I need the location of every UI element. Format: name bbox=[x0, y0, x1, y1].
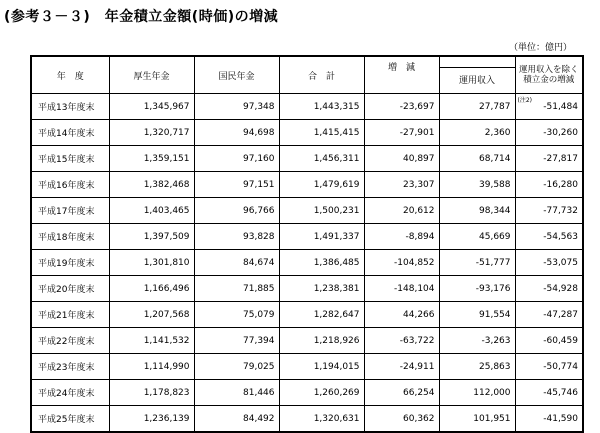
cell-year-value: 平成24年度末 bbox=[38, 389, 95, 399]
cell-change-value: -24,911 bbox=[399, 361, 435, 372]
cell-excl bbox=[515, 146, 583, 172]
cell-unyo-value: 2,360 bbox=[484, 127, 511, 138]
cell-year-value: 平成20年度末 bbox=[38, 285, 95, 295]
cell-unyo-value: 112,000 bbox=[473, 387, 511, 398]
cell-kokumin-value: 75,079 bbox=[243, 309, 275, 320]
cell-kokumin-value: 77,394 bbox=[243, 335, 275, 346]
cell-change-value: -27,901 bbox=[399, 127, 435, 138]
cell-kokumin-value: 84,492 bbox=[243, 413, 275, 424]
table-row bbox=[31, 198, 583, 224]
cell-total-value: 1,415,415 bbox=[313, 127, 360, 138]
cell-total bbox=[279, 354, 364, 380]
cell-excl-value: -45,746 bbox=[543, 387, 578, 398]
cell-unyo bbox=[439, 406, 515, 433]
cell-excl-value: -54,928 bbox=[543, 283, 578, 294]
cell-kosei-value: 1,166,496 bbox=[143, 283, 190, 294]
cell-change bbox=[364, 276, 439, 302]
reserve-fund-table bbox=[30, 55, 584, 433]
cell-year bbox=[31, 198, 109, 224]
cell-unyo bbox=[439, 380, 515, 406]
cell-kokumin bbox=[194, 224, 279, 250]
cell-total bbox=[279, 328, 364, 354]
header-excl: 運用収入を除く積立金の増減 bbox=[518, 65, 579, 85]
cell-kosei-value: 1,359,151 bbox=[143, 153, 190, 164]
cell-unyo bbox=[439, 354, 515, 380]
cell-unyo-value: -3,263 bbox=[481, 335, 511, 346]
cell-total bbox=[279, 172, 364, 198]
cell-kokumin bbox=[194, 172, 279, 198]
cell-kokumin bbox=[194, 328, 279, 354]
cell-kosei bbox=[109, 276, 194, 302]
cell-kosei bbox=[109, 406, 194, 433]
cell-year-value: 平成16年度末 bbox=[38, 181, 95, 191]
cell-year bbox=[31, 94, 109, 120]
cell-year-value: 平成15年度末 bbox=[38, 155, 95, 165]
cell-change-value: -23,697 bbox=[399, 101, 435, 112]
header-unyo-cell bbox=[439, 56, 515, 94]
cell-year bbox=[31, 354, 109, 380]
cell-change-value: 66,254 bbox=[403, 387, 435, 398]
cell-change bbox=[364, 198, 439, 224]
cell-unyo-value: 39,588 bbox=[479, 179, 511, 190]
cell-total bbox=[279, 198, 364, 224]
cell-change-value: 23,307 bbox=[403, 179, 435, 190]
cell-kokumin-value: 84,674 bbox=[243, 257, 275, 268]
cell-total-value: 1,194,015 bbox=[313, 361, 360, 372]
cell-year-value: 平成25年度末 bbox=[38, 415, 95, 425]
table-row bbox=[31, 328, 583, 354]
cell-change bbox=[364, 250, 439, 276]
table-row bbox=[31, 302, 583, 328]
cell-unyo bbox=[439, 172, 515, 198]
cell-change-value: 40,897 bbox=[403, 153, 435, 164]
cell-change bbox=[364, 354, 439, 380]
cell-excl-value: -16,280 bbox=[543, 179, 578, 190]
cell-kosei bbox=[109, 120, 194, 146]
cell-kosei-value: 1,345,967 bbox=[143, 101, 190, 112]
cell-excl-value: -30,260 bbox=[543, 127, 578, 138]
cell-excl bbox=[515, 302, 583, 328]
cell-change bbox=[364, 94, 439, 120]
cell-excl bbox=[515, 198, 583, 224]
cell-year bbox=[31, 224, 109, 250]
cell-total-value: 1,238,381 bbox=[313, 283, 360, 294]
table-row bbox=[31, 276, 583, 302]
cell-excl-value: -50,774 bbox=[543, 361, 578, 372]
cell-kosei-value: 1,141,532 bbox=[143, 335, 190, 346]
cell-excl bbox=[515, 250, 583, 276]
cell-excl-value: -54,563 bbox=[543, 231, 578, 242]
cell-year bbox=[31, 328, 109, 354]
cell-year bbox=[31, 146, 109, 172]
cell-kokumin-value: 93,828 bbox=[243, 231, 275, 242]
cell-kosei bbox=[109, 354, 194, 380]
cell-excl bbox=[515, 354, 583, 380]
cell-change bbox=[364, 406, 439, 433]
cell-kosei-value: 1,236,139 bbox=[143, 413, 190, 424]
cell-excl-value: -27,817 bbox=[543, 153, 578, 164]
page-title: (参考３－３) 年金積立金額(時価)の増減 bbox=[4, 9, 279, 25]
cell-kokumin bbox=[194, 198, 279, 224]
cell-excl-value: -51,484 bbox=[543, 101, 578, 112]
cell-year bbox=[31, 406, 109, 433]
cell-unyo-value: 45,669 bbox=[479, 231, 511, 242]
table-row bbox=[31, 354, 583, 380]
cell-kokumin-value: 81,446 bbox=[243, 387, 275, 398]
cell-change bbox=[364, 120, 439, 146]
cell-change-value: 44,266 bbox=[403, 309, 435, 320]
cell-total bbox=[279, 406, 364, 433]
cell-kosei bbox=[109, 380, 194, 406]
unit-label: （単位：億円） bbox=[508, 43, 572, 53]
cell-unyo bbox=[439, 276, 515, 302]
cell-kokumin-value: 94,698 bbox=[243, 127, 275, 138]
cell-year bbox=[31, 120, 109, 146]
cell-kosei-value: 1,403,465 bbox=[143, 205, 190, 216]
table-row bbox=[31, 94, 583, 120]
cell-excl bbox=[515, 224, 583, 250]
cell-excl bbox=[515, 94, 583, 120]
table-row bbox=[31, 380, 583, 406]
cell-total bbox=[279, 94, 364, 120]
cell-change bbox=[364, 380, 439, 406]
table-row bbox=[31, 172, 583, 198]
cell-year-value: 平成18年度末 bbox=[38, 233, 95, 243]
cell-unyo-value: 91,554 bbox=[479, 309, 511, 320]
cell-year-value: 平成21年度末 bbox=[38, 311, 95, 321]
cell-change bbox=[364, 146, 439, 172]
cell-change bbox=[364, 172, 439, 198]
cell-change-value: -8,894 bbox=[405, 231, 435, 242]
header-kosei: 厚生年金 bbox=[109, 56, 194, 94]
cell-kosei bbox=[109, 224, 194, 250]
note-marker: (注2) bbox=[517, 97, 532, 104]
cell-unyo bbox=[439, 328, 515, 354]
cell-total bbox=[279, 120, 364, 146]
cell-excl-value: -77,732 bbox=[543, 205, 578, 216]
cell-total-value: 1,282,647 bbox=[313, 309, 360, 320]
cell-excl-value: -41,590 bbox=[543, 413, 578, 424]
cell-total-value: 1,320,631 bbox=[313, 413, 360, 424]
cell-change-value: -104,852 bbox=[394, 257, 435, 268]
cell-kosei-value: 1,382,468 bbox=[143, 179, 190, 190]
cell-total bbox=[279, 302, 364, 328]
header-change: 増 減 bbox=[364, 56, 439, 94]
cell-kosei-value: 1,397,509 bbox=[143, 231, 190, 242]
cell-year-value: 平成13年度末 bbox=[38, 103, 95, 113]
cell-change-value: -63,722 bbox=[399, 335, 435, 346]
cell-year-value: 平成22年度末 bbox=[38, 337, 95, 347]
cell-total-value: 1,260,269 bbox=[313, 387, 360, 398]
cell-excl-value: -47,287 bbox=[543, 309, 578, 320]
table-row bbox=[31, 224, 583, 250]
header-total: 合 計 bbox=[279, 56, 364, 94]
cell-total-value: 1,218,926 bbox=[313, 335, 360, 346]
cell-kosei-value: 1,114,990 bbox=[143, 361, 190, 372]
cell-year-value: 平成17年度末 bbox=[38, 207, 95, 217]
cell-total bbox=[279, 380, 364, 406]
cell-unyo bbox=[439, 146, 515, 172]
cell-unyo-value: 27,787 bbox=[479, 101, 511, 112]
header-excl-cell bbox=[515, 56, 583, 94]
cell-kosei-value: 1,320,717 bbox=[143, 127, 190, 138]
cell-kokumin bbox=[194, 94, 279, 120]
cell-kosei bbox=[109, 146, 194, 172]
cell-total bbox=[279, 224, 364, 250]
cell-excl bbox=[515, 276, 583, 302]
cell-kokumin bbox=[194, 250, 279, 276]
cell-kosei-value: 1,178,823 bbox=[143, 387, 190, 398]
cell-unyo bbox=[439, 120, 515, 146]
cell-total-value: 1,386,485 bbox=[313, 257, 360, 268]
cell-year bbox=[31, 276, 109, 302]
table-body bbox=[31, 94, 583, 433]
cell-kokumin-value: 96,766 bbox=[243, 205, 275, 216]
cell-kosei bbox=[109, 250, 194, 276]
cell-kokumin-value: 97,348 bbox=[243, 101, 275, 112]
cell-kokumin-value: 71,885 bbox=[243, 283, 275, 294]
cell-total-value: 1,491,337 bbox=[313, 231, 360, 242]
cell-kokumin bbox=[194, 276, 279, 302]
cell-unyo bbox=[439, 224, 515, 250]
cell-unyo bbox=[439, 302, 515, 328]
table-row bbox=[31, 120, 583, 146]
cell-kosei bbox=[109, 198, 194, 224]
cell-unyo-value: 25,863 bbox=[479, 361, 511, 372]
cell-total bbox=[279, 250, 364, 276]
cell-year bbox=[31, 302, 109, 328]
cell-kokumin-value: 97,160 bbox=[243, 153, 275, 164]
cell-total bbox=[279, 146, 364, 172]
cell-excl bbox=[515, 380, 583, 406]
cell-total-value: 1,443,315 bbox=[313, 101, 360, 112]
cell-year bbox=[31, 380, 109, 406]
table-row bbox=[31, 406, 583, 433]
cell-year bbox=[31, 250, 109, 276]
cell-kokumin bbox=[194, 406, 279, 433]
header-year: 年 度 bbox=[31, 56, 109, 94]
cell-kosei-value: 1,301,810 bbox=[143, 257, 190, 268]
cell-total-value: 1,456,311 bbox=[313, 153, 360, 164]
cell-change bbox=[364, 224, 439, 250]
cell-excl bbox=[515, 328, 583, 354]
cell-kosei bbox=[109, 302, 194, 328]
cell-change-value: -148,104 bbox=[394, 283, 435, 294]
table-row bbox=[31, 146, 583, 172]
cell-kosei bbox=[109, 172, 194, 198]
cell-kosei-value: 1,207,568 bbox=[143, 309, 190, 320]
cell-change bbox=[364, 328, 439, 354]
cell-unyo-value: 101,951 bbox=[473, 413, 511, 424]
cell-unyo-value: -51,777 bbox=[475, 257, 511, 268]
cell-total-value: 1,500,231 bbox=[313, 205, 360, 216]
cell-kokumin bbox=[194, 146, 279, 172]
cell-unyo bbox=[439, 250, 515, 276]
cell-kokumin bbox=[194, 302, 279, 328]
cell-unyo-value: 98,344 bbox=[479, 205, 511, 216]
cell-excl-value: -60,459 bbox=[543, 335, 578, 346]
cell-kosei bbox=[109, 94, 194, 120]
cell-year-value: 平成14年度末 bbox=[38, 129, 95, 139]
table-row bbox=[31, 250, 583, 276]
cell-unyo bbox=[439, 198, 515, 224]
cell-kokumin bbox=[194, 380, 279, 406]
table-header-row bbox=[31, 56, 583, 94]
header-kokumin: 国民年金 bbox=[194, 56, 279, 94]
cell-excl bbox=[515, 172, 583, 198]
cell-excl bbox=[515, 406, 583, 433]
cell-kokumin bbox=[194, 120, 279, 146]
cell-kokumin-value: 79,025 bbox=[243, 361, 275, 372]
cell-kokumin bbox=[194, 354, 279, 380]
cell-change-value: 60,362 bbox=[403, 413, 435, 424]
cell-total bbox=[279, 276, 364, 302]
cell-unyo bbox=[439, 94, 515, 120]
cell-year-value: 平成19年度末 bbox=[38, 259, 95, 269]
cell-excl-value: -53,075 bbox=[543, 257, 578, 268]
cell-change bbox=[364, 302, 439, 328]
cell-unyo-value: -93,176 bbox=[475, 283, 511, 294]
cell-excl bbox=[515, 120, 583, 146]
cell-change-value: 20,612 bbox=[403, 205, 435, 216]
header-unyo: 運用収入 bbox=[440, 67, 515, 90]
cell-kosei bbox=[109, 328, 194, 354]
cell-kokumin-value: 97,151 bbox=[243, 179, 275, 190]
cell-unyo-value: 68,714 bbox=[479, 153, 511, 164]
cell-year-value: 平成23年度末 bbox=[38, 363, 95, 373]
cell-year bbox=[31, 172, 109, 198]
cell-total-value: 1,479,619 bbox=[313, 179, 360, 190]
